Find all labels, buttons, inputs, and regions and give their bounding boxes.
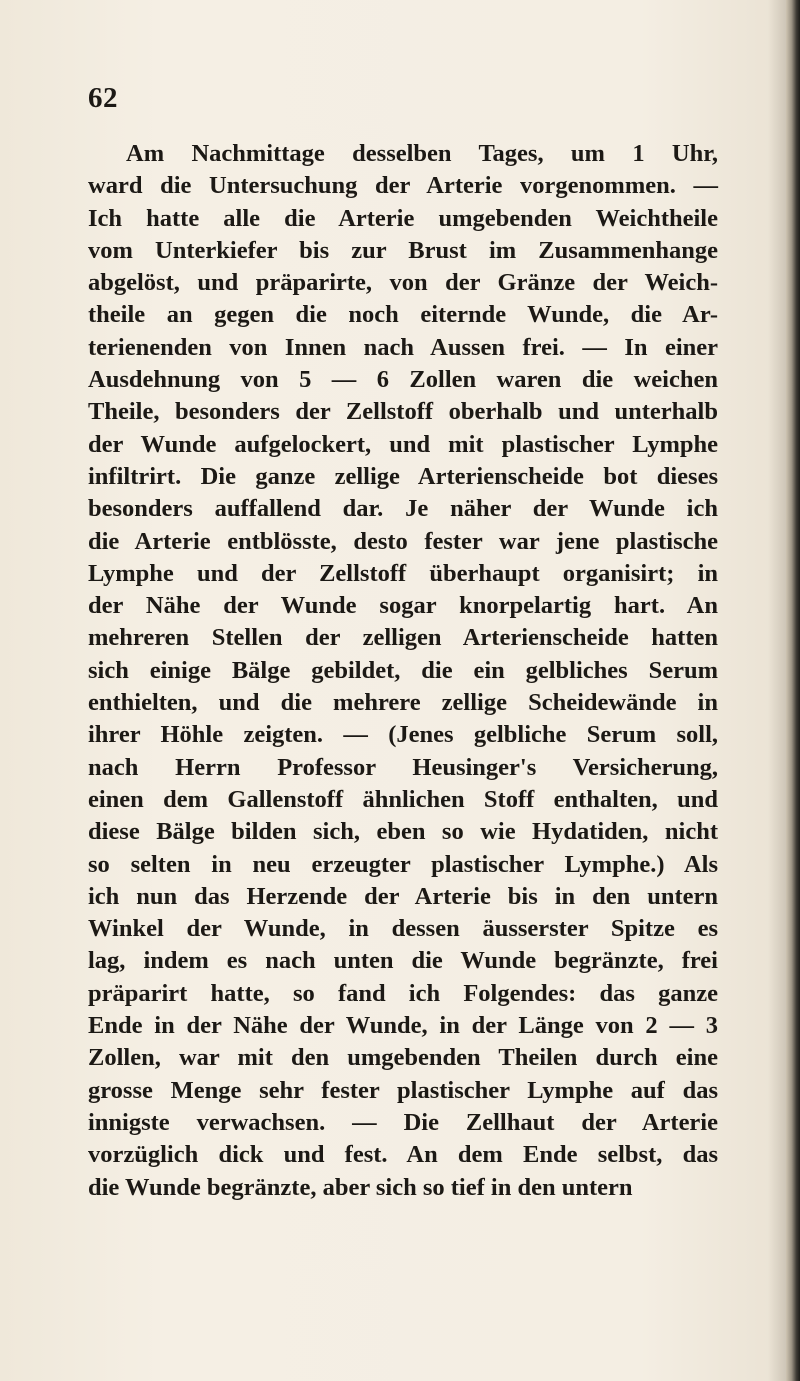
text-line: theile an gegen die noch eiternde Wunde, die Ar- bbox=[88, 301, 718, 329]
text-line: terienenden von Innen nach Aussen frei. — In einer bbox=[88, 333, 718, 361]
text-line: nach Herrn Professor Heusinger's Versicherung, bbox=[88, 753, 718, 781]
text-line: ihrer Höhle zeigten. — (Jenes gelbliche Serum soll, bbox=[88, 721, 718, 749]
book-binding-edge bbox=[786, 0, 800, 1381]
body-text bbox=[88, 138, 718, 1204]
text-line: grosse Menge sehr fester plastischer Lymphe auf das bbox=[88, 1076, 718, 1104]
text-line: diese Bälge bilden sich, eben so wie Hydatiden, nicht bbox=[88, 818, 718, 846]
text-line: besonders auffallend dar. Je näher der Wunde ich bbox=[88, 495, 718, 523]
text-line: präparirt hatte, so fand ich Folgendes: das ganze bbox=[88, 979, 718, 1007]
text-line: lag, indem es nach unten die Wunde begränzte, frei bbox=[88, 947, 718, 975]
text-line: ward die Untersuchung der Arterie vorgenommen. — bbox=[88, 172, 718, 200]
text-line: Zollen, war mit den umgebenden Theilen durch eine bbox=[88, 1044, 718, 1072]
binding-shadow bbox=[768, 0, 786, 1381]
text-line: vom Unterkiefer bis zur Brust im Zusammenhange bbox=[88, 236, 718, 264]
text-line: innigste verwachsen. — Die Zellhaut der Arterie bbox=[88, 1108, 718, 1136]
text-line: infiltrirt. Die ganze zellige Arterienscheide bot dieses bbox=[88, 462, 718, 490]
text-line: ich nun das Herzende der Arterie bis in den untern bbox=[88, 882, 718, 910]
text-line: mehreren Stellen der zelligen Arterienscheide hatten bbox=[88, 624, 718, 652]
text-line: einen dem Gallenstoff ähnlichen Stoff enthalten, und bbox=[88, 785, 718, 813]
text-line: der Wunde aufgelockert, und mit plastischer Lymphe bbox=[88, 430, 718, 458]
text-line: Ausdehnung von 5 — 6 Zollen waren die weichen bbox=[88, 366, 718, 394]
text-line: sich einige Bälge gebildet, die ein gelbliches Serum bbox=[88, 656, 718, 684]
text-line: Theile, besonders der Zellstoff oberhalb und unterhalb bbox=[88, 398, 718, 426]
text-line: enthielten, und die mehrere zellige Scheidewände in bbox=[88, 689, 718, 717]
text-line: so selten in neu erzeugter plastischer Lymphe.) Als bbox=[88, 850, 718, 878]
text-line: der Nähe der Wunde sogar knorpelartig hart. An bbox=[88, 592, 718, 620]
text-line: Lymphe und der Zellstoff überhaupt organisirt; in bbox=[88, 559, 718, 587]
text-line: abgelöst, und präparirte, von der Gränze der Weich- bbox=[88, 269, 718, 297]
page-number: 62 bbox=[88, 82, 118, 114]
text-line: die Arterie entblösste, desto fester war jene plastische bbox=[88, 527, 718, 555]
text-line: Ende in der Nähe der Wunde, in der Länge von 2 — 3 bbox=[88, 1012, 718, 1040]
text-line: Am Nachmittage desselben Tages, um 1 Uhr, bbox=[126, 140, 718, 167]
text-line: vorzüglich dick und fest. An dem Ende selbst, das bbox=[88, 1141, 718, 1169]
text-line: Winkel der Wunde, in dessen äusserster Spitze es bbox=[88, 915, 718, 943]
text-line: Ich hatte alle die Arterie umgebenden Weichtheile bbox=[88, 204, 718, 232]
text-line: die Wunde begränzte, aber sich so tief in den untern bbox=[88, 1173, 633, 1201]
